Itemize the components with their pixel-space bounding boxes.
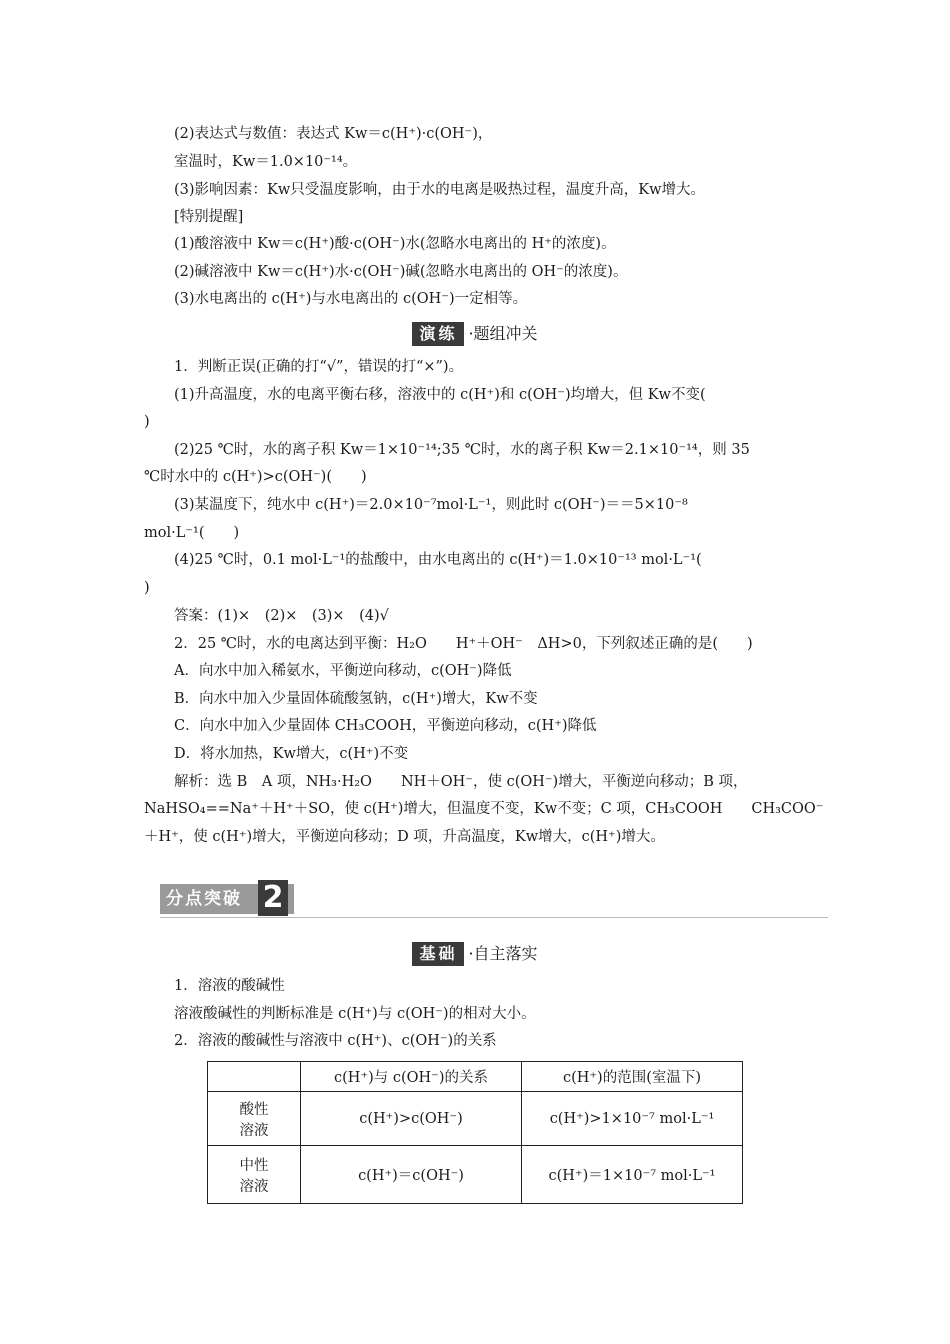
line: (1)酸溶液中 Kw＝c(H⁺)酸·c(OH⁻)水(忽略水电离出的 H⁺的浓度)。 — [174, 236, 616, 252]
line: (2)表达式与数值：表达式 Kw＝c(H⁺)·c(OH⁻)， — [174, 126, 493, 142]
option-c: C．向水中加入少量固体 CH₃COOH，平衡逆向移动，c(H⁺)降低 — [174, 718, 597, 734]
basic-header — [0, 942, 950, 966]
table-cell — [208, 1092, 301, 1146]
table-header-row — [208, 1062, 743, 1092]
divider — [160, 917, 828, 918]
line: (3)水电离出的 c(H⁺)与水电离出的 c(OH⁻)一定相等。 — [174, 291, 528, 307]
practice-header — [0, 322, 950, 346]
table-cell: c(H⁺)＝c(OH⁻) — [301, 1146, 522, 1204]
line: (2)碱溶液中 Kw＝c(H⁺)水·c(OH⁻)碱(忽略水电离出的 OH⁻的浓度)。 — [174, 264, 628, 280]
practice-tag: 演练 — [412, 322, 464, 346]
table-row — [208, 1146, 743, 1204]
row-name: 溶液 — [239, 1122, 269, 1139]
table-header-cell — [208, 1062, 301, 1092]
table-cell — [208, 1146, 301, 1204]
basic-title: ·自主落实 — [468, 944, 538, 963]
line: ) — [144, 580, 150, 596]
point-1: 1．溶液的酸碱性 — [174, 978, 285, 994]
table-cell: c(H⁺)>c(OH⁻) — [301, 1092, 522, 1146]
option-a: A．向水中加入稀氨水，平衡逆向移动，c(OH⁻)降低 — [174, 663, 512, 679]
line: ) — [144, 414, 150, 430]
question-2: 2．25 ℃时，水的电离达到平衡：H₂O H⁺＋OH⁻ ΔH>0，下列叙述正确的是( ) — [174, 636, 753, 652]
point-2: 2．溶液的酸碱性与溶液中 c(H⁺)、c(OH⁻)的关系 — [174, 1033, 497, 1049]
table-cell: c(H⁺)>1×10⁻⁷ mol·L⁻¹ — [522, 1092, 743, 1146]
line: NaHSO₄==Na⁺＋H⁺＋SO，使 c(H⁺)增大，但温度不变，Kw不变；C 项，CH₃COOH CH₃COO⁻ — [144, 801, 824, 817]
row-name: 中性 — [239, 1157, 269, 1174]
answer-1: 答案：(1)× (2)× (3)× (4)√ — [174, 608, 389, 624]
explanation: 解析：选 B A 项，NH₃·H₂O NH＋OH⁻，使 c(OH⁻)增大，平衡逆向移动；B 项， — [174, 774, 748, 790]
line: (3)影响因素：Kw只受温度影响，由于水的电离是吸热过程，温度升高，Kw增大。 — [174, 182, 706, 198]
table-cell: c(H⁺)＝1×10⁻⁷ mol·L⁻¹ — [522, 1146, 743, 1204]
basic-tag: 基础 — [412, 942, 464, 966]
practice-title: ·题组冲关 — [468, 324, 538, 343]
question-1-item-1: (1)升高温度，水的电离平衡右移，溶液中的 c(H⁺)和 c(OH⁻)均增大，但 Kw不变( — [174, 387, 706, 403]
option-d: D．将水加热，Kw增大，c(H⁺)不变 — [174, 746, 409, 762]
row-name: 溶液 — [239, 1178, 269, 1195]
point-1-text: 溶液酸碱性的判断标准是 c(H⁺)与 c(OH⁻)的相对大小。 — [174, 1006, 536, 1022]
section-number: 2 — [258, 880, 288, 916]
table-header-cell: c(H⁺)与 c(OH⁻)的关系 — [301, 1062, 522, 1092]
option-b: B．向水中加入少量固体硫酸氢钠，c(H⁺)增大，Kw不变 — [174, 691, 538, 707]
question-1: 1．判断正误(正确的打“√”，错误的打“×”)。 — [174, 359, 464, 375]
acid-base-table — [207, 1061, 743, 1204]
line: 室温时，Kw＝1.0×10⁻¹⁴。 — [174, 154, 358, 170]
line: mol·L⁻¹( ) — [144, 525, 240, 541]
line: [特别提醒] — [174, 209, 244, 225]
table-row — [208, 1092, 743, 1146]
section-banner — [160, 880, 828, 918]
table-header-cell: c(H⁺)的范围(室温下) — [522, 1062, 743, 1092]
row-name: 酸性 — [239, 1101, 269, 1118]
line: ℃时水中的 c(H⁺)>c(OH⁻)( ) — [144, 469, 367, 485]
question-1-item-2: (2)25 ℃时，水的离子积 Kw＝1×10⁻¹⁴;35 ℃时，水的离子积 Kw＝2.1×10⁻¹⁴，则 35 — [174, 442, 750, 458]
line: ＋H⁺，使 c(H⁺)增大，平衡逆向移动；D 项，升高温度，Kw增大，c(H⁺)增大。 — [144, 829, 665, 845]
question-1-item-3: (3)某温度下，纯水中 c(H⁺)＝2.0×10⁻⁷mol·L⁻¹，则此时 c(OH⁻)＝＝5×10⁻⁸ — [174, 497, 688, 513]
question-1-item-4: (4)25 ℃时，0.1 mol·L⁻¹的盐酸中，由水电离出的 c(H⁺)＝1.0×10⁻¹³ mol·L⁻¹( — [174, 552, 702, 568]
section-label: 分点突破 — [160, 884, 294, 914]
